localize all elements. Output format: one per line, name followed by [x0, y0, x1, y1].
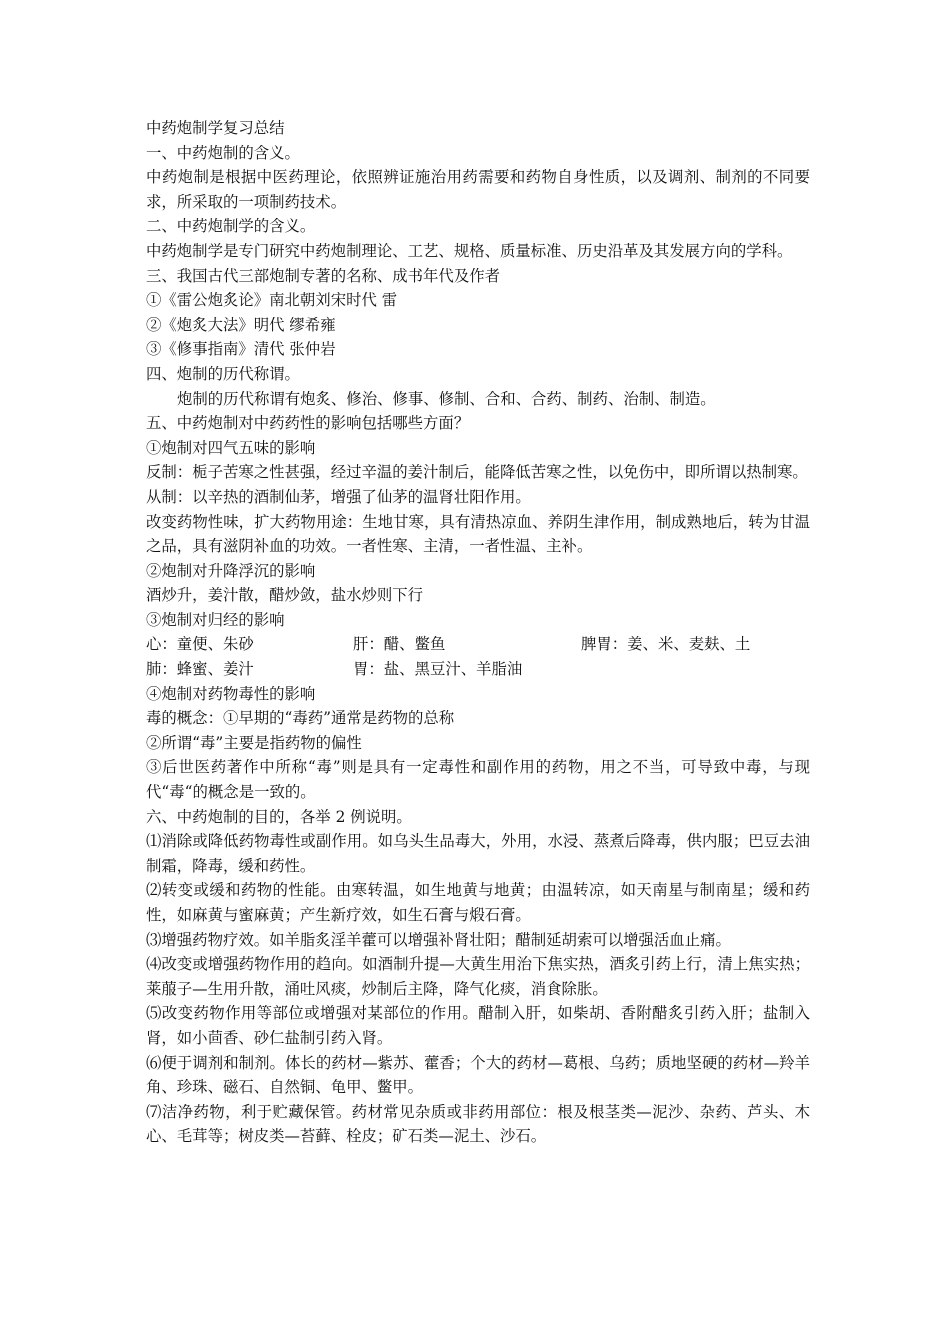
section-3-item: ②《炮炙大法》明代 缪希雍 — [146, 315, 336, 334]
section-5-paragraph: ③后世医药著作中所称“毒”则是具有一定毒性和副作用的药物，用之不当，可导致中毒，与现代“毒“的概念是一致的。 — [146, 758, 810, 802]
meridian-row — [146, 632, 810, 657]
section-4-heading: 四、炮制的历代称谓。 — [146, 364, 300, 383]
section-6-item: ⑶增强药物疗效。如羊脂炙淫羊藿可以增强补肾壮阳；醋制延胡索可以增强活血止痛。 — [146, 930, 731, 949]
section-3-heading: 三、我国古代三部炮制专著的名称、成书年代及作者 — [146, 266, 500, 285]
section-6-item: ⑴消除或降低药物毒性或副作用。如乌头生品毒大，外用，水浸、蒸煮后降毒，供内服；巴豆去油制霜，降毒，缓和药性。 — [146, 832, 810, 875]
meridian-entry: 胃：盐、黑豆汁、羊脂油 — [353, 660, 523, 679]
section-5-subheading: ①炮制对四气五味的影响 — [146, 438, 316, 457]
section-1-body: 中药炮制是根据中医药理论，依照辨证施治用药需要和药物自身性质，以及调剂、制剂的不同要求，所采取的一项制药技术。 — [146, 168, 810, 211]
meridian-entry — [581, 657, 810, 682]
section-1-heading: 一、中药炮制的含义。 — [146, 143, 300, 162]
section-6-item: ⑸改变药物作用等部位或增强对某部位的作用。醋制入肝，如柴胡、香附醋炙引药入肝；盐制入肾，如小茴香、砂仁盐制引药入肾。 — [146, 1004, 810, 1047]
document-body — [146, 116, 810, 1149]
section-6-item: ⑺洁净药物，利于贮藏保管。药材常见杂质或非药用部位：根及根茎类—泥沙、杂药、芦头、木心、毛茸等；树皮类—苔藓、栓皮；矿石类—泥土、沙石。 — [146, 1102, 810, 1146]
section-5-subheading: ④炮制对药物毒性的影响 — [146, 684, 316, 703]
meridian-entry: 脾胃：姜、米、麦麸、土 — [581, 635, 751, 654]
meridian-entry: 心：童便、朱砂 — [146, 635, 254, 654]
section-6-heading: 六、中药炮制的目的，各举 2 例说明。 — [146, 807, 412, 826]
section-6-item: ⑷改变或增强药物作用的趋向。如酒制升提—大黄生用治下焦实热，酒炙引药上行，清上焦实热；莱菔子—生用升散，涌吐风痰，炒制后主降，降气化痰，消食除胀。 — [146, 955, 810, 998]
document-title: 中药炮制学复习总结 — [146, 119, 285, 137]
section-6-item: ⑹便于调剂和制剂。体长的药材—紫苏、藿香；个大的药材—葛根、乌药；质地坚硬的药材—羚羊角、珍珠、磁石、自然铜、龟甲、鳖甲。 — [146, 1053, 810, 1097]
section-5-subheading: ②炮制对升降浮沉的影响 — [146, 561, 316, 580]
section-5-heading: 五、中药炮制对中药药性的影响包括哪些方面？ — [146, 414, 470, 433]
section-2-heading: 二、中药炮制学的含义。 — [146, 217, 316, 236]
section-5-paragraph: ②所谓“毒”主要是指药物的偏性 — [146, 733, 362, 752]
section-2-body: 中药炮制学是专门研究中药炮制理论、工艺、规格、质量标准、历史沿革及其发展方向的学科。 — [146, 241, 793, 260]
section-5-subheading: ③炮制对归经的影响 — [146, 610, 285, 629]
section-3-item: ③《修事指南》清代 张仲岩 — [146, 340, 336, 359]
section-4-body: 炮制的历代称谓有炮炙、修治、修事、修制、合和、合药、制药、治制、制造。 — [177, 389, 716, 408]
section-5-paragraph: 反制：栀子苦寒之性甚强，经过辛温的姜汁制后，能降低苦寒之性，以免伤中，即所谓以热制寒。 — [146, 463, 808, 482]
section-5-paragraph: 毒的概念：①早期的“毒药”通常是药物的总称 — [146, 709, 455, 728]
meridian-entry: 肝：醋、鳖鱼 — [353, 635, 446, 654]
meridian-entry: 肺：蜂蜜、姜汁 — [146, 660, 254, 679]
section-5-paragraph: 改变药物性味，扩大药物用途：生地甘寒，具有清热凉血、养阴生津作用，制成熟地后，转为甘温之品，具有滋阴补血的功效。一者性寒、主清，一者性温、主补。 — [146, 512, 810, 556]
section-3-item: ①《雷公炮炙论》南北朝刘宋时代 雷 — [146, 291, 398, 310]
meridian-row — [146, 657, 810, 682]
section-5-paragraph: 从制：以辛热的酒制仙茅，增强了仙茅的温肾壮阳作用。 — [146, 487, 531, 506]
section-5-paragraph: 酒炒升，姜汁散，醋炒敛，盐水炒则下行 — [146, 586, 424, 605]
section-6-item: ⑵转变或缓和药物的性能。由寒转温，如生地黄与地黄；由温转凉，如天南星与制南星；缓和药性，如麻黄与蜜麻黄；产生新疗效，如生石膏与煅石膏。 — [146, 881, 810, 924]
